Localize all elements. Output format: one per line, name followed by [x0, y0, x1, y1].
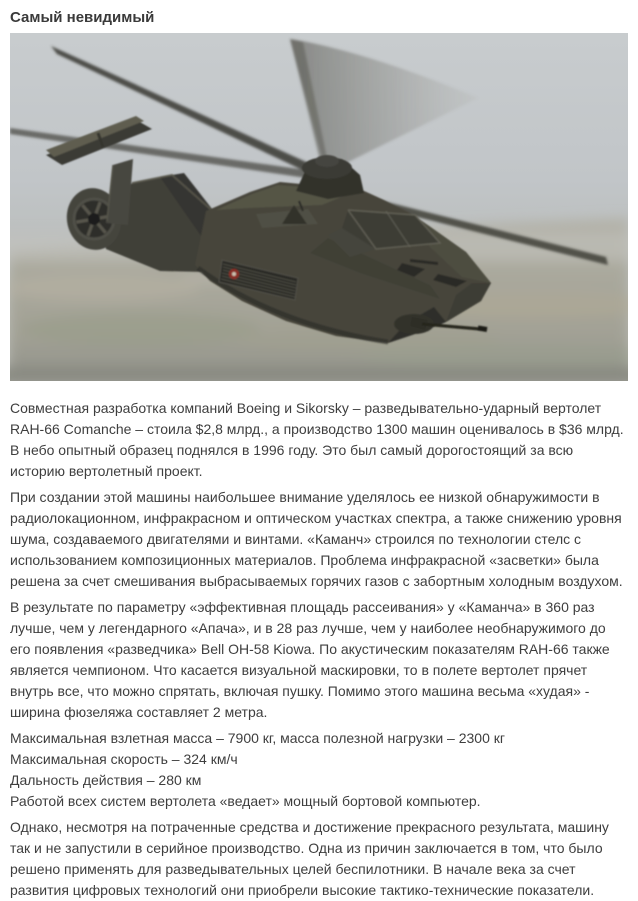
- spec-list: [10, 728, 628, 812]
- paragraph-comparison: В результате по параметру «эффективная площадь рассеивания» у «Каманча» в 360 раз лучше, чем у легендарного «Апача», и в 28 раз лучше, чем у наиболее необнаружимого до его появления «разведчика» Bell OH-58 Kiowa. По акустическим показателям RAH-66 также является чемпионом. Что касается визуальной маскировки, то в полете вертолет прячет внутрь все, что можно спрятать, включая пушку. Помимо этого машина весьма «худая» - ширина фюзеляжа составляет 2 метра.: [10, 599, 610, 720]
- page-title: Самый невидимый: [10, 9, 155, 26]
- paragraph-intro: Совместная разработка компаний Boeing и Sikorsky – разведывательно-ударный вертолет RAH-66 Comanche – стоила $2,8 млрд., а производство 1300 машин оценивалось в $36 млрд. В небо опытный образец поднялся в 1996 году. Это был самый дорогостоящий за всю историю вертолетный проект.: [10, 400, 624, 479]
- helicopter-photo: [10, 33, 628, 381]
- paragraph-stealth: При создании этой машины наибольшее внимание уделялось ее низкой обнаружимости в радиолокационном, инфракрасном и оптическом участках спектра, а также снижению уровня шума, создаваемого двигателями и винтами. «Каманч» строился по технологии стелс с использованием композиционных материалов. Проблема инфракрасной «засветки» была решена за счет смешивания выбрасываемых горячих газов с забортным холодным воздухом.: [10, 489, 623, 589]
- helicopter-illustration: [10, 33, 628, 381]
- spec-line-mass: Максимальная взлетная масса – 7900 кг, масса полезной нагрузки – 2300 кг: [10, 730, 505, 746]
- spec-line-speed: Максимальная скорость – 324 км/ч: [10, 751, 238, 767]
- paragraph-closing: Однако, несмотря на потраченные средства и достижение прекрасного результата, машину так и не запустили в серийное производство. Одна из причин заключается в том, что было решено применять для разведывательных целей беспилотники. В начале века за счет развития цифровых технологий они приобрели высокие тактико-технические показатели.: [10, 819, 609, 898]
- spec-line-range: Дальность действия – 280 км: [10, 772, 202, 788]
- spec-line-computer: Работой всех систем вертолета «ведает» мощный бортовой компьютер.: [10, 793, 481, 809]
- article-body: [10, 398, 628, 901]
